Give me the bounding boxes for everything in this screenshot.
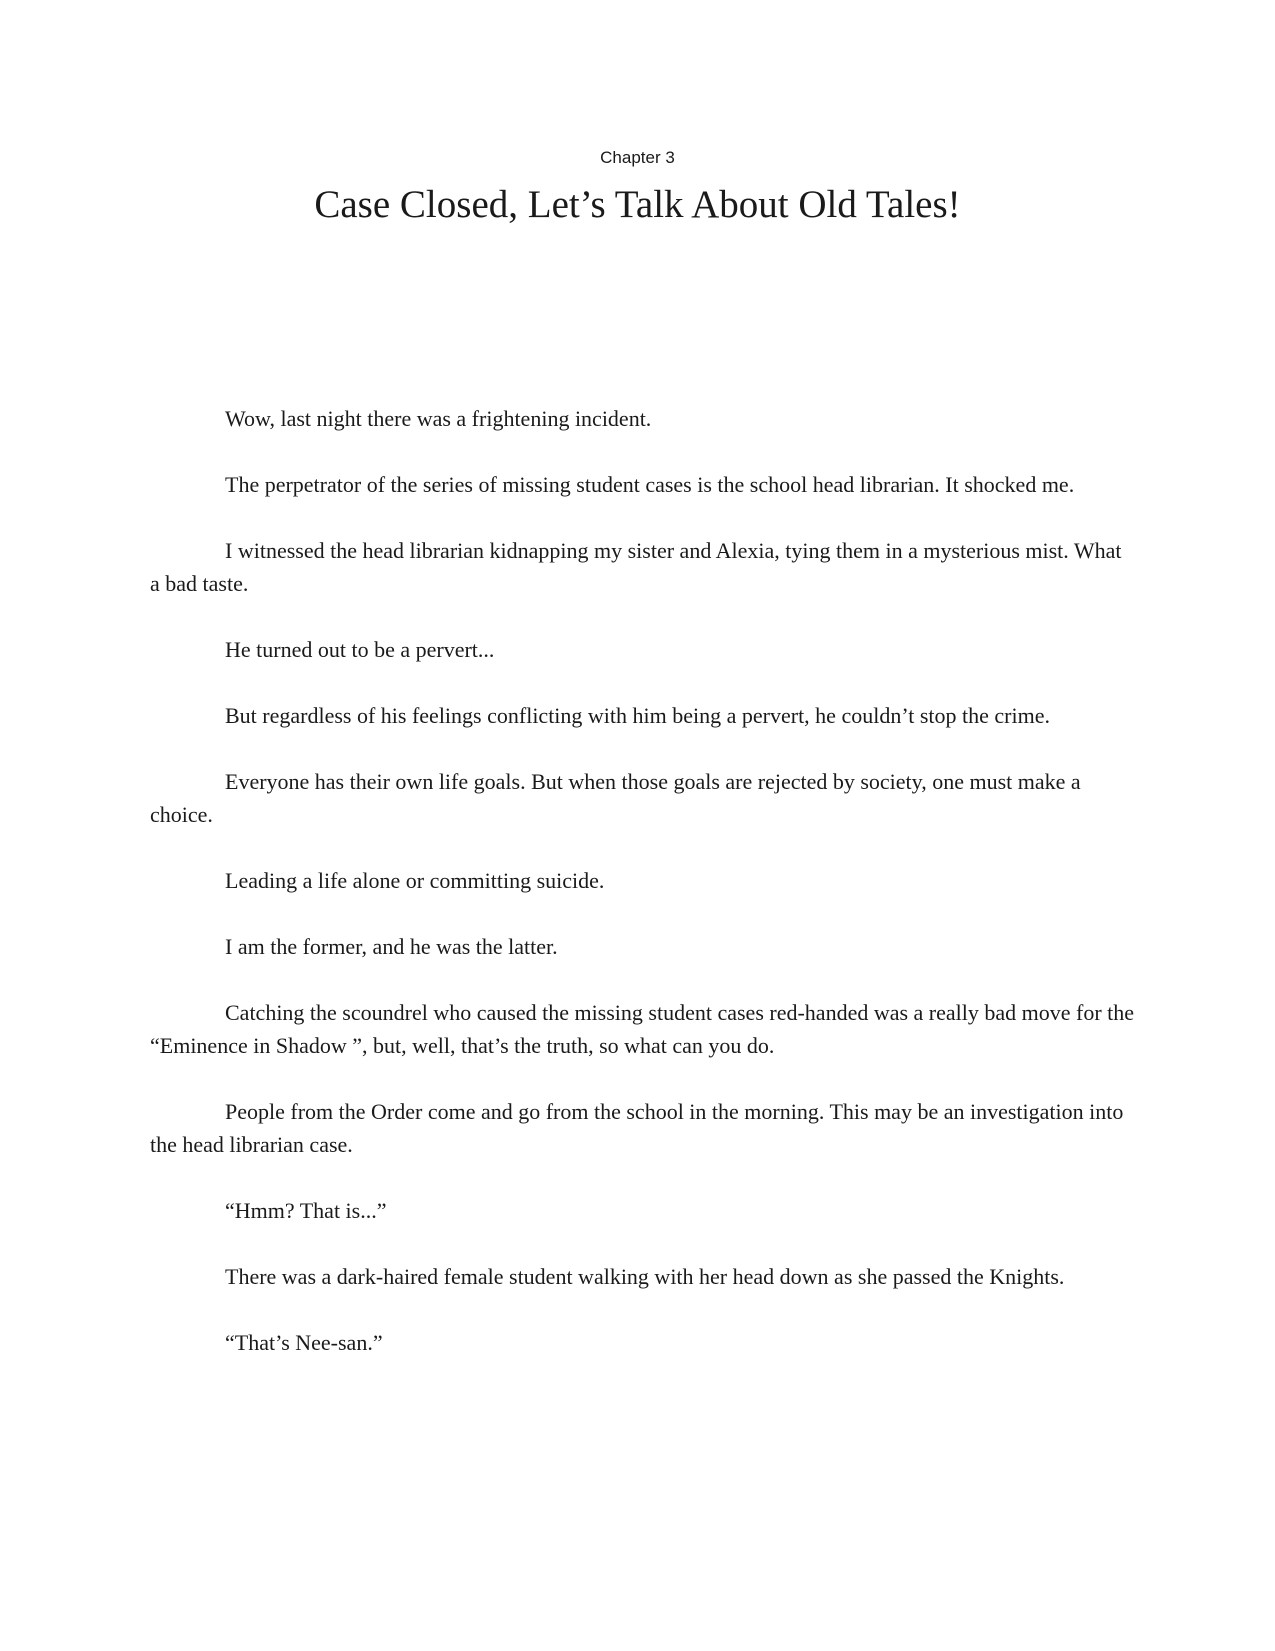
paragraph: He turned out to be a pervert... bbox=[225, 637, 495, 662]
paragraph: I witnessed the head librarian kidnapping my sister and Alexia, tying them in a mysterious mist. What a bad taste. bbox=[150, 538, 1122, 596]
paragraph: But regardless of his feelings conflicting with him being a pervert, he couldn’t stop the crime. bbox=[225, 703, 1050, 728]
paragraph: Leading a life alone or committing suicide. bbox=[225, 868, 605, 893]
paragraph: People from the Order come and go from the school in the morning. This may be an investigation into the head librarian case. bbox=[150, 1099, 1124, 1157]
paragraph: The perpetrator of the series of missing student cases is the school head librarian. It shocked me. bbox=[225, 472, 1075, 497]
paragraph: “Hmm? That is...” bbox=[225, 1198, 387, 1223]
paragraph: Catching the scoundrel who caused the missing student cases red-handed was a really bad move for the “Eminence in Shadow ”, but, well, that’s the truth, so what can you do. bbox=[150, 1000, 1135, 1058]
paragraph: I am the former, and he was the latter. bbox=[225, 934, 558, 959]
paragraph: Everyone has their own life goals. But when those goals are rejected by society, one must make a choice. bbox=[150, 769, 1081, 827]
paragraph: Wow, last night there was a frightening incident. bbox=[225, 406, 652, 431]
chapter-label: Chapter 3 bbox=[600, 148, 675, 167]
chapter-body bbox=[150, 402, 1135, 1392]
paragraph: “That’s Nee-san.” bbox=[225, 1330, 383, 1355]
chapter-title: Case Closed, Let’s Talk About Old Tales! bbox=[314, 183, 961, 226]
paragraph: There was a dark-haired female student walking with her head down as she passed the Knights. bbox=[225, 1264, 1065, 1289]
